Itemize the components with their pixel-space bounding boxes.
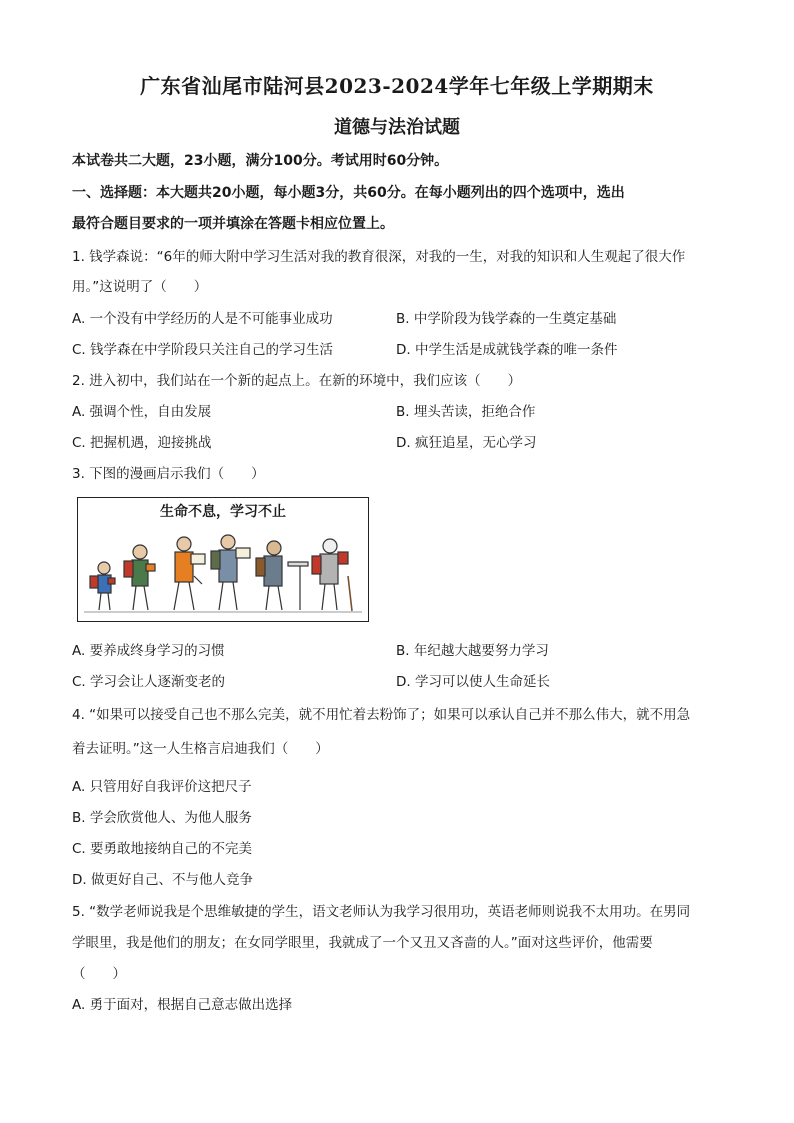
exam-title: 广东省汕尾市陆河县2023-2024学年七年级上学期期末 xyxy=(140,74,654,98)
question-1-option-a: A. 一个没有中学经历的人是不可能事业成功 xyxy=(72,311,333,327)
question-3-option-a: A. 要养成终身学习的习惯 xyxy=(72,643,225,659)
question-3-stem: 3. 下图的漫画启示我们（ ） xyxy=(72,466,265,482)
section-heading-line2: 最符合题目要求的一项并填涂在答题卡相应位置上。 xyxy=(72,216,394,232)
adult-figure xyxy=(211,535,250,610)
question-3-option-d: D. 学习可以使人生命延长 xyxy=(396,674,550,690)
question-4-option-d: D. 做更好自己、不与他人竞争 xyxy=(72,872,253,888)
question-2-option-a: A. 强调个性，自由发展 xyxy=(72,404,212,420)
question-1-option-d: D. 中学生活是成就钱学森的唯一条件 xyxy=(396,342,618,358)
question-5-stem-paren: （ ） xyxy=(72,966,126,982)
question-2-stem: 2. 进入初中，我们站在一个新的起点上。在新的环境中，我们应该（ ） xyxy=(72,373,522,389)
question-2-option-d: D. 疯狂追星，无心学习 xyxy=(396,435,537,451)
question-2-option-b: B. 埋头苦读，拒绝合作 xyxy=(396,404,536,420)
section-heading-line1: 一、选择题：本大题共20小题，每小题3分，共60分。在每小题列出的四个选项中，选出 xyxy=(72,185,625,201)
laptop-figure xyxy=(256,541,308,610)
question-3-option-b: B. 年纪越大越要努力学习 xyxy=(396,643,549,659)
teen-figure xyxy=(124,545,155,610)
question-1-option-c: C. 钱学森在中学阶段只关注自己的学习生活 xyxy=(72,342,334,358)
question-5-option-a: A. 勇于面对，根据自己意志做出选择 xyxy=(72,997,293,1013)
question-1-option-b: B. 中学阶段为钱学森的一生奠定基础 xyxy=(396,311,617,327)
question-4-stem: 4. “如果可以接受自己也不那么完美，就不用忙着去粉饰了；如果可以承认自己并不那么伟大，就不用急 xyxy=(72,707,691,723)
question-1-stem: 1. 钱学森说：“6年的师大附中学习生活对我的教育很深，对我的一生，对我的知识和人生观起了很大作 xyxy=(72,249,686,265)
elderly-figure xyxy=(312,539,352,611)
question-3-option-c: C. 学习会让人逐渐变老的 xyxy=(72,674,226,690)
question-2-option-c: C. 把握机遇，迎接挑战 xyxy=(72,435,212,451)
comic-caption: 生命不息，学习不止 xyxy=(160,504,286,520)
question-4-option-b: B. 学会欣赏他人、为他人服务 xyxy=(72,810,252,826)
exam-subtitle: 道德与法治试题 xyxy=(334,117,460,138)
question-5-stem: 5. “数学老师说我是个思维敏捷的学生，语文老师认为我学习很用功，英语老师则说我不太用功。在男同 xyxy=(72,904,691,920)
question-4-option-a: A. 只管用好自我评价这把尺子 xyxy=(72,779,252,795)
question-5-stem-cont: 学眼里，我是他们的朋友；在女同学眼里，我就成了一个又丑又吝啬的人。”面对这些评价，他需要 xyxy=(72,935,653,951)
question-4-option-c: C. 要勇敢地接纳自己的不完美 xyxy=(72,841,253,857)
worker-figure xyxy=(174,537,205,610)
child-figure xyxy=(90,562,115,610)
question-1-stem-cont: 用。”这说明了（ ） xyxy=(72,279,208,295)
comic-illustration xyxy=(77,497,369,622)
question-4-stem-cont: 着去证明。”这一人生格言启迪我们（ ） xyxy=(72,741,329,757)
exam-intro: 本试卷共二大题，23小题，满分100分。考试用时60分钟。 xyxy=(72,153,449,169)
